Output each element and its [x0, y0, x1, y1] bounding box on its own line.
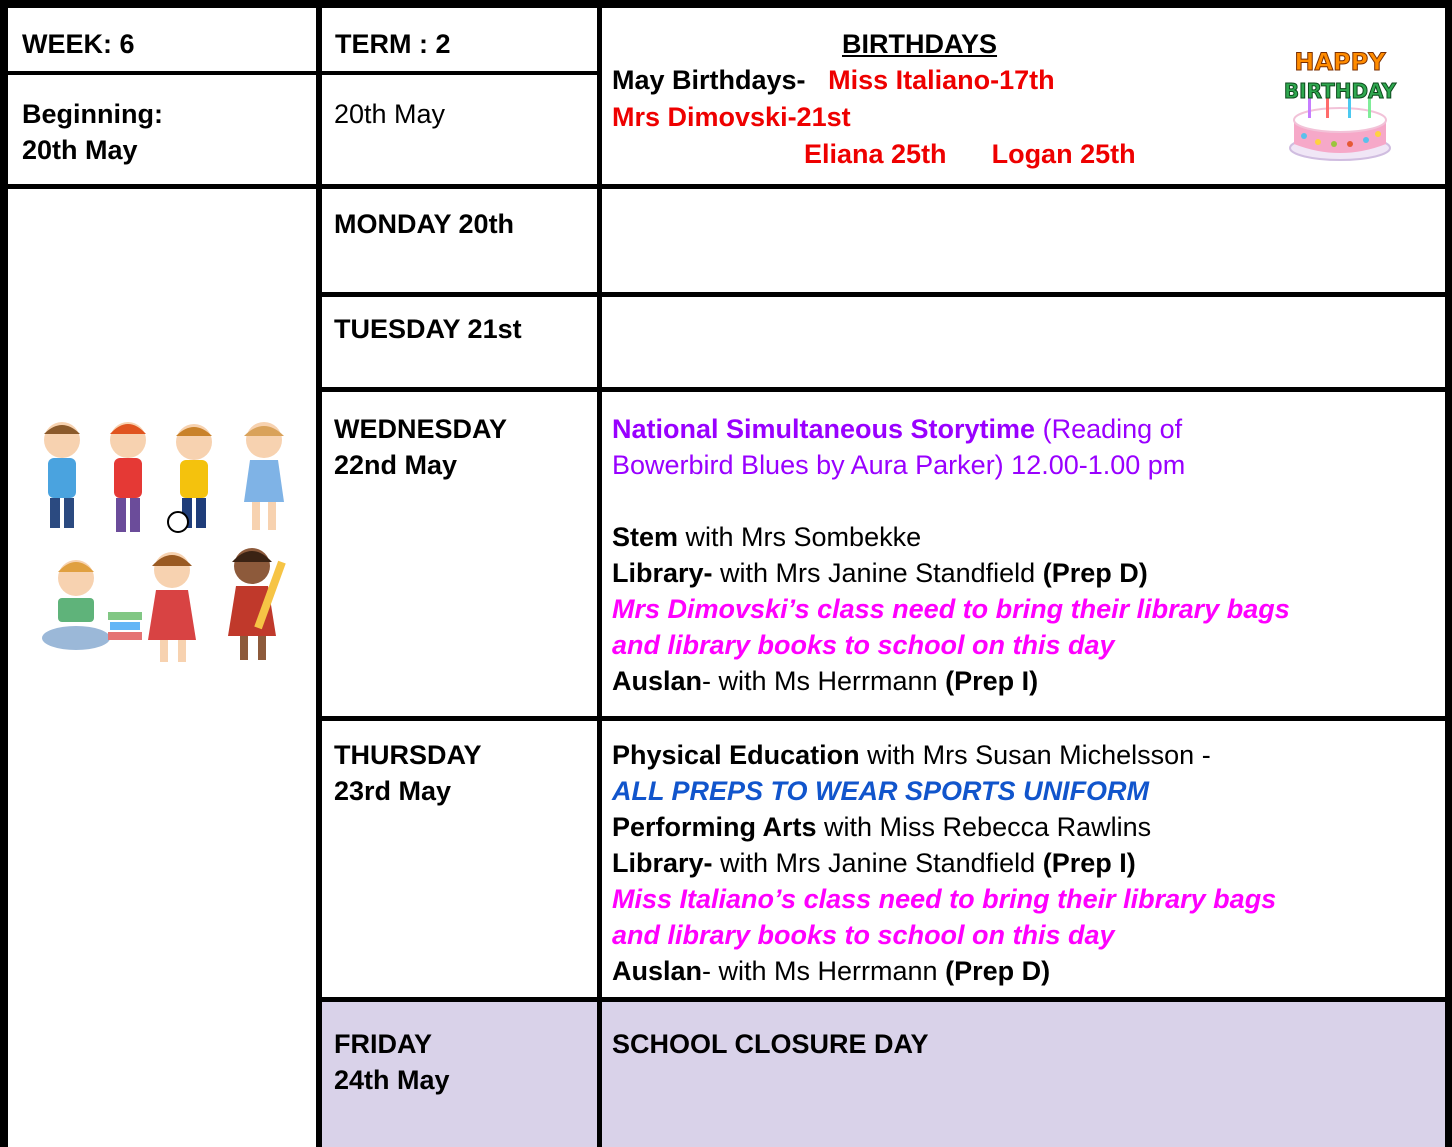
beginning-value: 20th May	[334, 99, 446, 129]
day-label-line2: 23rd May	[334, 776, 452, 806]
child-figure	[44, 422, 80, 528]
child-figure	[228, 548, 286, 660]
auslan-class: (Prep D)	[945, 956, 1051, 986]
children-illustration	[28, 410, 300, 670]
library-class: (Prep D)	[1042, 558, 1148, 588]
birthdays-line1	[612, 62, 1055, 98]
day-label-tuesday: TUESDAY 21st	[334, 314, 522, 344]
day-label-thursday	[334, 737, 482, 809]
table-border-right	[1445, 0, 1452, 1147]
week-label: WEEK: 6	[22, 29, 135, 59]
term-label: TERM : 2	[335, 29, 451, 59]
pe-line	[612, 737, 1276, 773]
storytime-detail: (Reading of	[1035, 414, 1183, 444]
arts-teacher: with Miss Rebecca Rawlins	[816, 812, 1152, 842]
auslan-class: (Prep I)	[945, 666, 1039, 696]
column-divider	[316, 0, 322, 1147]
row-divider	[0, 184, 1452, 189]
beginning-label-line1: Beginning:	[22, 99, 163, 129]
library-note-line1: Mrs Dimovski’s class need to bring their library bags	[612, 594, 1290, 624]
day-label-wednesday	[334, 411, 507, 483]
beginning-label-line2: 20th May	[22, 135, 138, 165]
birthday-name: Mrs Dimovski-21st	[612, 102, 851, 132]
blank-line	[612, 483, 1290, 519]
day-label-line1: WEDNESDAY	[334, 414, 508, 444]
birthdays-title: BIRTHDAYS	[842, 29, 998, 59]
day-label-line1: FRIDAY	[334, 1029, 433, 1059]
uniform-notice: ALL PREPS TO WEAR SPORTS UNIFORM	[612, 776, 1150, 806]
arts-subject: Performing Arts	[612, 812, 817, 842]
day-label-line1: THURSDAY	[334, 740, 482, 770]
auslan-line	[612, 953, 1276, 989]
library-line	[612, 845, 1276, 881]
friday-row-shading	[320, 999, 1452, 1147]
stem-teacher: with Mrs Sombekke	[678, 522, 922, 552]
auslan-subject: Auslan	[612, 666, 703, 696]
thursday-activities	[612, 737, 1276, 989]
library-line	[612, 555, 1290, 591]
table-border-left	[0, 0, 8, 1147]
birthday-cake-illustration	[1278, 36, 1402, 164]
storytime-line1	[612, 411, 1290, 447]
birthdays-line3	[804, 136, 1136, 172]
library-note-line1: Miss Italiano’s class need to bring their library bags	[612, 884, 1277, 914]
day-label-line2: 22nd May	[334, 450, 458, 480]
library-note-line2: and library books to school on this day	[612, 920, 1115, 950]
storytime-title: National Simultaneous Storytime	[612, 414, 1036, 444]
row-divider	[320, 387, 1452, 392]
child-figure	[168, 424, 212, 532]
pe-subject: Physical Education	[612, 740, 860, 770]
birthday-name: Miss Italiano-17th	[828, 65, 1055, 95]
child-figure	[148, 552, 196, 662]
stem-subject: Stem	[612, 522, 679, 552]
arts-line	[612, 809, 1276, 845]
friday-event: SCHOOL CLOSURE DAY	[612, 1029, 929, 1059]
auslan-subject: Auslan	[612, 956, 703, 986]
row-divider	[320, 997, 1452, 1002]
cake-image-text-happy: HAPPY	[1294, 48, 1386, 76]
child-figure	[110, 422, 146, 532]
beginning-label	[22, 96, 163, 168]
row-divider	[320, 292, 1452, 297]
wednesday-activities	[612, 411, 1290, 699]
spacer	[806, 65, 829, 95]
library-teacher: with Mrs Janine Standfield	[712, 558, 1043, 588]
row-divider	[320, 716, 1452, 721]
birthday-name: Eliana 25th	[804, 139, 947, 169]
child-figure	[42, 560, 110, 650]
storytime-line2: Bowerbird Blues by Aura Parker) 12.00-1.00 pm	[612, 450, 1186, 480]
day-label-friday	[334, 1026, 450, 1098]
birthday-name: Logan 25th	[991, 139, 1136, 169]
row-divider	[0, 71, 600, 75]
day-label-monday: MONDAY 20th	[334, 209, 515, 239]
birthdays-lead: May Birthdays-	[612, 65, 806, 95]
child-figure	[244, 422, 284, 530]
auslan-teacher: - with Ms Herrmann	[702, 956, 946, 986]
day-label-line2: 24th May	[334, 1065, 450, 1095]
cake-image-text-birthday: BIRTHDAY	[1283, 79, 1397, 103]
table-border-top	[0, 0, 1452, 8]
library-note-line2: and library books to school on this day	[612, 630, 1115, 660]
library-teacher: with Mrs Janine Standfield	[712, 848, 1043, 878]
library-class: (Prep I)	[1042, 848, 1136, 878]
column-divider	[597, 0, 602, 1147]
spacer	[947, 139, 992, 169]
pe-teacher: with Mrs Susan Michelsson -	[859, 740, 1211, 770]
auslan-line	[612, 663, 1290, 699]
stem-line	[612, 519, 1290, 555]
auslan-teacher: - with Ms Herrmann	[702, 666, 946, 696]
library-subject: Library-	[612, 558, 713, 588]
book-stack	[108, 612, 142, 640]
library-subject: Library-	[612, 848, 713, 878]
